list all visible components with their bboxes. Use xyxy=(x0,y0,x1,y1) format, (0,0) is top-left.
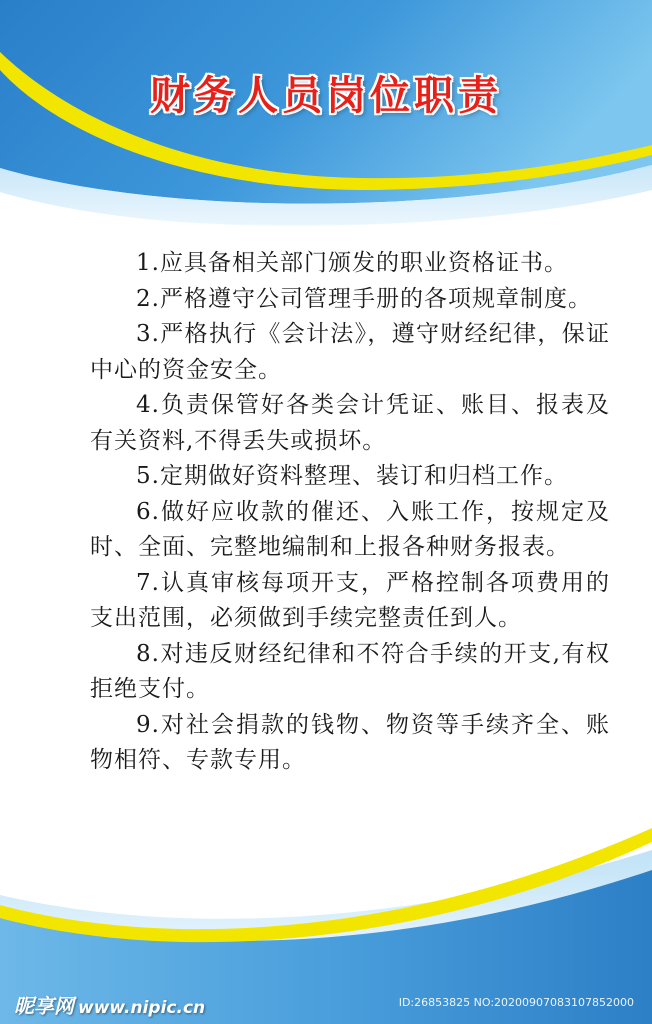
duty-item: 1.应具备相关部门颁发的职业资格证书。 xyxy=(136,250,568,276)
duty-item: 4.负责保管好各类会计凭证、账目、报表及有关资料,不得丢失或损坏。 xyxy=(90,392,610,454)
watermark-id: ID:26853825 NO:20200907083107852000 xyxy=(398,996,634,1009)
watermark-url: www.nipic.cn xyxy=(78,998,206,1018)
duty-item: 9.对社会捐款的钱物、物资等手续齐全、账物相符、专款专用。 xyxy=(90,711,610,773)
duty-list xyxy=(90,246,610,779)
duty-item: 6.做好应收款的催还、入账工作，按规定及时、全面、完整地编制和上报各种财务报表。 xyxy=(90,498,610,560)
watermark-logo xyxy=(14,990,205,1019)
duty-item: 7.认真审核每项开支，严格控制各项费用的支出范围，必须做到手续完整责任到人。 xyxy=(90,569,610,631)
page-title: 财务人员岗位职责 xyxy=(150,73,502,119)
duty-item: 8.对违反财经纪律和不符合手续的开支,有权拒绝支付。 xyxy=(90,640,610,702)
watermark-logo-text: 昵享网 xyxy=(14,994,74,1018)
duty-item: 2.严格遵守公司管理手册的各项规章制度。 xyxy=(136,285,592,312)
duty-item: 5.定期做好资料整理、装订和归档工作。 xyxy=(136,463,568,489)
duty-item: 3.严格执行《会计法》，遵守财经纪律，保证中心的资金安全。 xyxy=(90,321,610,383)
